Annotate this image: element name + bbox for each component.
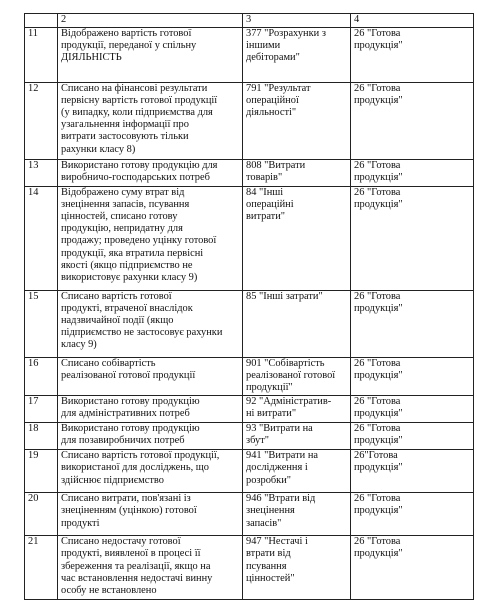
debit-account-cell: 93 "Витрати на збут" <box>243 423 351 450</box>
operation-description-cell: Використано готову продукцію для позавиробничих потреб <box>58 423 243 450</box>
operation-description-cell: Списано на фінансові результати первісну вартість готової продукції (у випадку, коли підприємства для узагальнення інформації про витрати застосовують тільки рахунки класу 8) <box>58 83 243 160</box>
row-number-cell: 16 <box>25 358 58 396</box>
table-row <box>25 187 474 291</box>
debit-account-cell: 84 "Інші операційні витрати" <box>243 187 351 291</box>
credit-account-cell: 26 "Готова продукція" <box>351 83 474 160</box>
table-row <box>25 28 474 83</box>
debit-account-cell: 808 "Витрати товарів" <box>243 160 351 187</box>
header-cell-debit-account: 3 <box>243 14 351 28</box>
operation-description-cell: Використано готову продукцію для виробничо-господарських потреб <box>58 160 243 187</box>
debit-account-cell: 85 "Інші затрати" <box>243 291 351 358</box>
row-number-cell: 19 <box>25 450 58 493</box>
credit-account-cell: 26 "Готова продукція" <box>351 160 474 187</box>
row-number-cell: 12 <box>25 83 58 160</box>
row-number-cell: 18 <box>25 423 58 450</box>
table-row <box>25 396 474 423</box>
debit-account-cell: 946 "Втрати від знецінення запасів" <box>243 493 351 536</box>
row-number-cell: 20 <box>25 493 58 536</box>
header-cell-row-number <box>25 14 58 28</box>
credit-account-cell: 26"Готова продукція" <box>351 450 474 493</box>
debit-account-cell: 377 "Розрахунки з іншими дебіторами" <box>243 28 351 83</box>
operation-description-cell: Відображено суму втрат від знецінення запасів, псування цінностей, списано готову продукцію, непридатну для продажу; проведено уцінку готової продукції, яка втратила первісні якості (якщо підприємство не використовує рахунки класу 9) <box>58 187 243 291</box>
table-row <box>25 493 474 536</box>
header-cell-description: 2 <box>58 14 243 28</box>
operation-description-cell: Використано готову продукцію для адміністративних потреб <box>58 396 243 423</box>
accounting-entries-table <box>24 13 474 600</box>
table-row <box>25 160 474 187</box>
debit-account-cell: 92 "Адміністратив- ні витрати" <box>243 396 351 423</box>
column-number-header-row <box>25 14 474 28</box>
debit-account-cell: 901 "Собівартість реалізованої готової продукції" <box>243 358 351 396</box>
table-row <box>25 83 474 160</box>
credit-account-cell: 26 "Готова продукція" <box>351 493 474 536</box>
credit-account-cell: 26 "Готова продукція" <box>351 187 474 291</box>
row-number-cell: 13 <box>25 160 58 187</box>
credit-account-cell: 26 "Готова продукція" <box>351 291 474 358</box>
credit-account-cell: 26 "Готова продукція" <box>351 536 474 600</box>
operation-description-cell: Списано собівартість реалізованої готової продукції <box>58 358 243 396</box>
row-number-cell: 14 <box>25 187 58 291</box>
header-cell-credit-account: 4 <box>351 14 474 28</box>
document-page <box>24 13 473 600</box>
row-number-cell: 17 <box>25 396 58 423</box>
table-row <box>25 536 474 600</box>
operation-description-cell: Списано недостачу готової продукті, виявленої в процесі її збереження та реалізації, якщо на час встановлення недостачі винну особу не встановлено <box>58 536 243 600</box>
credit-account-cell: 26 "Готова продукція" <box>351 423 474 450</box>
operation-description-cell: Списано витрати, пов'язані із знеціненням (уцінкою) готової продукті <box>58 493 243 536</box>
operation-description-cell: Списано вартість готової продукції, використаної для досліджень, що здійснює підприємство <box>58 450 243 493</box>
credit-account-cell: 26 "Готова продукція" <box>351 358 474 396</box>
credit-account-cell: 26 "Готова продукція" <box>351 396 474 423</box>
operation-description-cell: Відображено вартість готової продукції, переданої у спільну ДІЯЛЬНІСТЬ <box>58 28 243 83</box>
debit-account-cell: 791 "Результат операційної діяльності" <box>243 83 351 160</box>
table-row <box>25 423 474 450</box>
debit-account-cell: 947 "Нестачі і втрати від псування цінностей" <box>243 536 351 600</box>
operation-description-cell: Списано вартість готової продукті, втраченої внаслідок надзвичайної події (якщо підприємство не застосовує рахунки класу 9) <box>58 291 243 358</box>
row-number-cell: 11 <box>25 28 58 83</box>
row-number-cell: 15 <box>25 291 58 358</box>
row-number-cell: 21 <box>25 536 58 600</box>
table-row <box>25 291 474 358</box>
debit-account-cell: 941 "Витрати на дослідження і розробки" <box>243 450 351 493</box>
credit-account-cell: 26 "Готова продукція" <box>351 28 474 83</box>
table-row <box>25 358 474 396</box>
table-row <box>25 450 474 493</box>
